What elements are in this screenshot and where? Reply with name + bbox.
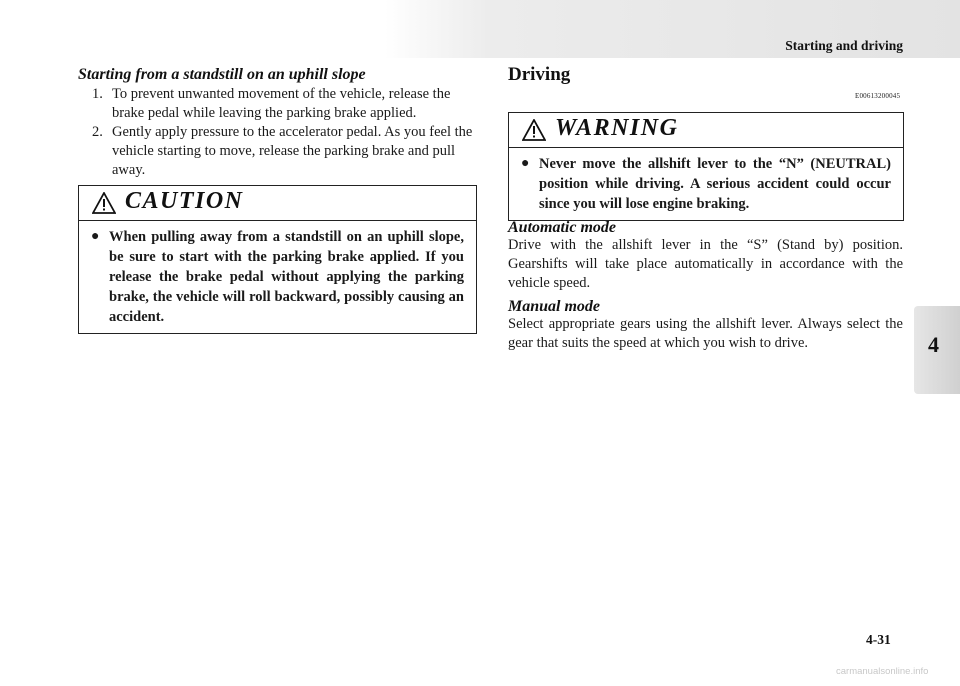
uphill-heading: Starting from a standstill on an uphill slope	[78, 66, 366, 83]
step-text: Gently apply pressure to the accelerator pedal. As you feel the vehicle starting to move, release the parking brake and pull away.	[112, 124, 473, 178]
automatic-mode-heading: Automatic mode	[508, 219, 616, 236]
caution-body	[79, 221, 476, 333]
section-title: Starting and driving	[785, 38, 903, 53]
step-text: To prevent unwanted movement of the vehicle, release the brake pedal while leaving the parking brake applied.	[112, 86, 451, 121]
warning-triangle-icon	[522, 119, 546, 141]
warning-text: Never move the allshift lever to the “N” (NEUTRAL) position while driving. A serious accident could occur since you will lose engine braking.	[539, 156, 891, 212]
bullet-icon: ●	[521, 156, 530, 171]
watermark: carmanualsonline.info	[836, 666, 929, 677]
caution-box	[78, 185, 477, 334]
manual-mode-text: Select appropriate gears using the allshift lever. Always select the gear that suits the speed at which you wish to drive.	[508, 316, 903, 351]
automatic-mode-text: Drive with the allshift lever in the “S” (Stand by) position. Gearshifts will take place automatically in accordance with the vehicle speed.	[508, 237, 903, 291]
caution-text: When pulling away from a standstill on an uphill slope, be sure to start with the parking brake applied. If you release the brake pedal without applying the parking brake, the vehicle will roll backward, possibly causing an accident.	[109, 229, 464, 325]
warning-header	[509, 113, 903, 148]
step-number: 2.	[92, 124, 103, 140]
section-code: E00613200045	[855, 92, 901, 100]
caution-header	[79, 186, 476, 221]
manual-mode-heading: Manual mode	[508, 298, 601, 315]
warning-title: WARNING	[555, 115, 679, 141]
warning-box	[508, 112, 904, 221]
page-number: 4-31	[866, 632, 891, 647]
chapter-number: 4	[928, 332, 939, 357]
warning-body	[509, 148, 903, 220]
bullet-icon: ●	[91, 229, 100, 244]
list-item	[92, 123, 476, 180]
steps-list	[92, 85, 476, 180]
driving-heading: Driving	[508, 64, 571, 85]
list-item	[92, 85, 476, 123]
step-number: 1.	[92, 86, 103, 102]
warning-triangle-icon	[92, 192, 116, 214]
caution-title: CAUTION	[125, 188, 244, 214]
